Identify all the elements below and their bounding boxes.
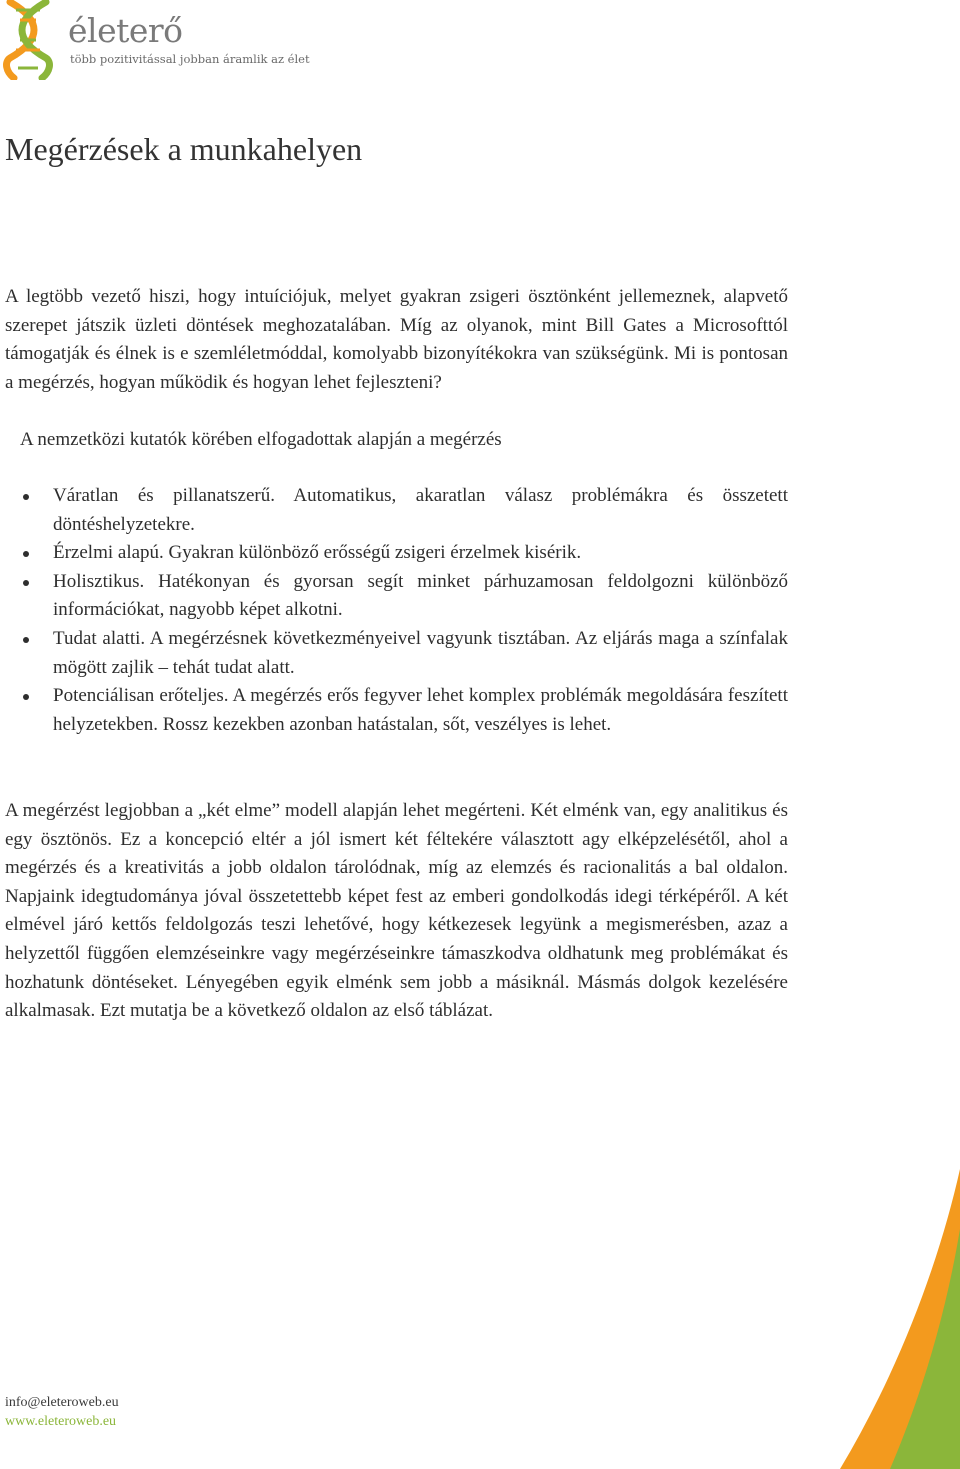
intro-paragraph: A legtöbb vezető hiszi, hogy intuíciójuk, melyet gyakran zsigeri ösztönként jellemeznek, alapvető szerepet játszik üzleti döntések meghozatalában. Míg az olyanok, mint Bill Gates a Microsofttól támogatják és élnek is e szemléletmóddal, komolyabb bizonyítékokra van szükségünk. Mi is pontosan a megérzés, hogyan működik és hogyan lehet fejleszteni?: [5, 286, 788, 393]
list-item: [0, 625, 788, 682]
list-item-text: Érzelmi alapú. Gyakran különböző erősségű zsigeri érzelmek kisérik.: [53, 542, 582, 564]
bullet-icon: [23, 494, 29, 500]
list-item: [0, 682, 788, 739]
list-item-text: Tudat alatti. A megérzésnek következményeivel vagyunk tisztában. Az eljárás maga a színfalak mögött zajlik – tehát tudat alatt.: [53, 627, 788, 678]
list-item: [0, 568, 788, 625]
list-item-text: Holisztikus. Hatékonyan és gyorsan segít minket párhuzamosan feldolgozni különböző információkat, nagyobb képet alkotni.: [53, 570, 788, 621]
list-item: [0, 539, 788, 568]
list-item: [0, 482, 788, 539]
list-intro: A nemzetközi kutatók körében elfogadottak alapján a megérzés: [20, 429, 502, 450]
dna-helix-icon: [2, 0, 54, 80]
footer-email-link[interactable]: info@eleteroweb.eu: [5, 1395, 119, 1410]
corner-decoration: [820, 1169, 960, 1469]
characteristics-list: [0, 482, 800, 739]
footer-website-link[interactable]: www.eleteroweb.eu: [5, 1414, 117, 1429]
bullet-icon: [23, 551, 29, 557]
page-title: Megérzések a munkahelyen: [5, 131, 363, 167]
footer: [5, 1393, 119, 1431]
bullet-icon: [23, 694, 29, 700]
bullet-icon: [23, 580, 29, 586]
bullet-icon: [23, 637, 29, 643]
logo-tagline: több pozitivitással jobban áramlik az élet: [70, 52, 310, 66]
list-item-text: Váratlan és pillanatszerű. Automatikus, akaratlan válasz problémákra és összetett döntéshelyzetekre.: [53, 485, 788, 535]
logo-title: életerő: [68, 11, 183, 50]
list-item-text: Potenciálisan erőteljes. A megérzés erős fegyver lehet komplex problémák megoldására feszített helyzetekben. Rossz kezekben azonban hatástalan, sőt, veszélyes is lehet.: [53, 685, 788, 735]
brand-logo: [2, 0, 310, 82]
closing-paragraph: A megérzést legjobban a „két elme” modell alapján lehet megérteni. Két elménk van, egy analitikus és egy ösztönös. Ez a koncepció eltér a jól ismert két féltekére választott agy elképzelésétől, ahol a megérzés és a kreativitás a jobb oldalon tárolódnak, míg az elemzés és racionalitás a bal oldalon. Napjaink idegtudománya jóval összetettebb képet fest az emberi gondolkodás idegi térképéről. A két elmével járó kettős feldolgozás teszi lehetővé, hogy kétkezesek legyünk a megismerésben, azaz a helyzettől függően elemzéseinkre vagy megérzéseinkre támaszkodva oldhatunk meg problémákat és hozhatunk döntéseket. Lényegében egyik elménk sem jobb a másiknál. Másmás dolgok kezelésére alkalmasak. Ezt mutatja be a következő oldalon az első táblázat.: [5, 800, 788, 1022]
